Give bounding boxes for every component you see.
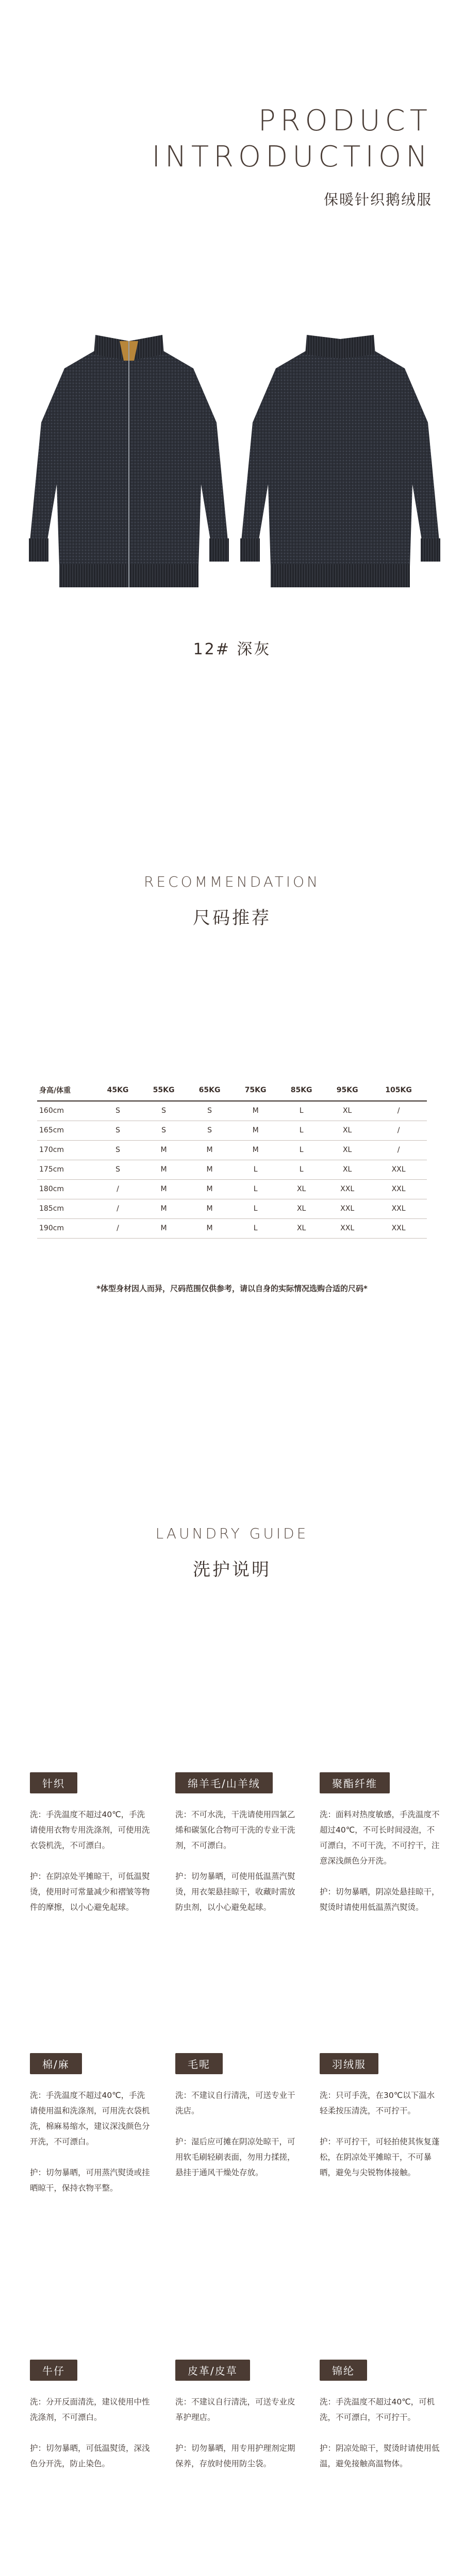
table-row xyxy=(37,1101,427,1121)
size-chart-cell: XL xyxy=(324,1160,370,1179)
size-chart-cell: L xyxy=(278,1140,324,1160)
size-chart-cell: / xyxy=(370,1140,427,1160)
size-chart-cell: XL xyxy=(324,1140,370,1160)
size-chart-cell: XXL xyxy=(324,1199,370,1218)
size-chart-cell: M xyxy=(187,1160,233,1179)
size-chart-cell: L xyxy=(278,1101,324,1121)
care-card xyxy=(320,1772,441,1915)
care-wash-text: 洗：不可水洗，干洗请使用四氯乙烯和碳氢化合物可干洗的专业干洗剂，不可漂白。 xyxy=(175,1810,295,1850)
care-wash-text: 洗：手洗温度不超过40℃，手洗请使用衣物专用洗涤剂，可使用洗衣袋机洗，不可漂白。 xyxy=(30,1810,150,1850)
size-chart-column-header: 45KG xyxy=(95,1079,141,1101)
size-chart-cell: M xyxy=(141,1160,187,1179)
care-fabric-badge: 羽绒服 xyxy=(320,2053,378,2074)
size-chart-header-row xyxy=(37,1079,427,1101)
size-chart-cell: / xyxy=(370,1121,427,1140)
size-chart-column-header: 105KG xyxy=(370,1079,427,1101)
size-chart-cell: M xyxy=(187,1179,233,1199)
care-fabric-badge: 针织 xyxy=(30,1772,77,1793)
care-maintenance-text: 护：切勿暴晒，用专用护理剂定期保养，存放时使用防尘袋。 xyxy=(175,2444,295,2468)
size-chart-cell: M xyxy=(233,1121,278,1140)
product-photos xyxy=(21,330,443,603)
title-line-2: INTRODUCTION xyxy=(152,140,432,174)
size-chart-cell: XXL xyxy=(370,1218,427,1238)
size-chart-cell: M xyxy=(187,1140,233,1160)
size-chart-cell: XXL xyxy=(324,1218,370,1238)
care-wash-text: 洗：只可手洗，在30℃以下温水轻柔按压清洗，不可拧干。 xyxy=(320,2091,435,2115)
size-chart-cell: XL xyxy=(324,1101,370,1121)
size-chart-cell: M xyxy=(187,1199,233,1218)
care-card xyxy=(175,2053,297,2180)
size-chart-cell: L xyxy=(278,1160,324,1179)
size-chart-cell: 185cm xyxy=(37,1199,95,1218)
color-variant-label: 12# 深灰 xyxy=(193,640,271,658)
care-maintenance-text: 护：湿后应可摊在阴凉处晾干，可用软毛刷轻刷表面，勿用力揉搓，悬挂于通风干燥处存放。 xyxy=(175,2137,295,2177)
size-chart-cell: / xyxy=(95,1179,141,1199)
care-fabric-badge: 牛仔 xyxy=(30,2360,77,2381)
size-chart-column-header: 85KG xyxy=(278,1079,324,1101)
care-fabric-badge: 毛呢 xyxy=(175,2053,223,2074)
laundry-title xyxy=(0,1525,464,1581)
table-row xyxy=(37,1218,427,1238)
laundry-title-cn: 洗护说明 xyxy=(193,1560,271,1580)
title-line-1: PRODUCT xyxy=(258,104,432,138)
size-chart-column-header: 65KG xyxy=(187,1079,233,1101)
size-chart-cell: L xyxy=(233,1179,278,1199)
table-row xyxy=(37,1160,427,1179)
size-chart-cell: M xyxy=(141,1218,187,1238)
size-chart-cell: / xyxy=(95,1199,141,1218)
recommendation-title-en: RECOMMENDATION xyxy=(143,873,321,890)
care-wash-text: 洗：面料对热度敏感，手洗温度不超过40℃，不可长时间浸泡，不可漂白，不可干洗，不可拧干，注意深浅颜色分开洗。 xyxy=(320,1810,440,1866)
size-chart-cell: S xyxy=(187,1121,233,1140)
size-chart-cell: S xyxy=(141,1101,187,1121)
recommendation-title-cn: 尺码推荐 xyxy=(193,908,271,928)
size-chart-cell: M xyxy=(141,1179,187,1199)
table-row xyxy=(37,1140,427,1160)
size-chart-cell: S xyxy=(95,1140,141,1160)
recommendation-title xyxy=(0,873,464,929)
size-chart-cell: 165cm xyxy=(37,1121,95,1140)
care-wash-text: 洗：不建议自行清洗，可送专业干洗店。 xyxy=(175,2091,295,2115)
laundry-title-en: LAUNDRY GUIDE xyxy=(155,1525,309,1542)
size-chart-cell: S xyxy=(95,1160,141,1179)
size-chart-cell: M xyxy=(141,1199,187,1218)
size-chart-cell: XXL xyxy=(324,1179,370,1199)
size-chart-cell: XL xyxy=(278,1179,324,1199)
size-chart-cell: 175cm xyxy=(37,1160,95,1179)
size-chart-cell: M xyxy=(233,1101,278,1121)
size-chart-cell: XL xyxy=(278,1218,324,1238)
size-chart-cell: / xyxy=(95,1218,141,1238)
size-chart-cell: S xyxy=(95,1101,141,1121)
care-maintenance-text: 护：切勿暴晒，阴凉处悬挂晾干，熨烫时请使用低温蒸汽熨烫。 xyxy=(320,1887,440,1912)
care-wash-text: 洗：手洗温度不超过40℃，可机洗，不可漂白，不可拧干。 xyxy=(320,2397,435,2422)
size-chart-column-header: 55KG xyxy=(141,1079,187,1101)
care-card xyxy=(30,2360,152,2471)
jacket-front-photo xyxy=(26,330,232,598)
care-maintenance-text: 护：阴凉处晾干，熨烫时请使用低温，避免接触高温物体。 xyxy=(320,2444,440,2468)
table-row xyxy=(37,1199,427,1218)
table-row xyxy=(37,1179,427,1199)
size-chart-cell: 170cm xyxy=(37,1140,95,1160)
size-chart-cell: XXL xyxy=(370,1160,427,1179)
care-card xyxy=(30,2053,152,2196)
size-chart-column-header: 75KG xyxy=(233,1079,278,1101)
size-chart-cell: L xyxy=(233,1160,278,1179)
size-chart-column-header: 95KG xyxy=(324,1079,370,1101)
care-maintenance-text: 护：切勿暴晒，可低温熨烫，深浅色分开洗，防止染色。 xyxy=(30,2444,150,2468)
care-maintenance-text: 护：平可拧干，可轻拍使其恢复蓬松，在阴凉处平摊晾干，不可暴晒，避免与尖锐物体接触。 xyxy=(320,2137,440,2177)
size-chart-cell: L xyxy=(233,1218,278,1238)
jacket-back-photo xyxy=(237,330,443,598)
care-fabric-badge: 绵羊毛/山羊绒 xyxy=(175,1772,273,1793)
size-chart-cell: XXL xyxy=(370,1199,427,1218)
care-card xyxy=(30,1772,152,1915)
size-chart-cell: 180cm xyxy=(37,1179,95,1199)
care-fabric-badge: 皮革/皮草 xyxy=(175,2360,250,2381)
care-card xyxy=(175,2360,297,2471)
size-chart-cell: XL xyxy=(278,1199,324,1218)
product-header xyxy=(152,103,432,209)
size-chart-cell: S xyxy=(141,1121,187,1140)
size-chart-cell: M xyxy=(141,1140,187,1160)
care-maintenance-text: 护：切勿暴晒，可用蒸汽熨烫或挂晒晾干，保持衣物平整。 xyxy=(30,2168,150,2193)
size-chart-cell: L xyxy=(278,1121,324,1140)
care-card xyxy=(320,2360,441,2471)
care-wash-text: 洗：不建议自行清洗，可送专业皮革护理店。 xyxy=(175,2397,295,2422)
care-fabric-badge: 聚酯纤维 xyxy=(320,1772,390,1793)
size-chart-cell: 160cm xyxy=(37,1101,95,1121)
table-row xyxy=(37,1121,427,1140)
care-maintenance-text: 护：切勿暴晒，可使用低温蒸汽熨烫，用衣架悬挂晾干，收藏时需放防虫剂，以小心避免起球。 xyxy=(175,1872,295,1912)
size-chart-cell: / xyxy=(370,1101,427,1121)
size-note: *体型身材因人而异，尺码范围仅供参考，请以自身的实际情况选购合适的尺码* xyxy=(96,1284,368,1293)
care-fabric-badge: 锦纶 xyxy=(320,2360,367,2381)
size-chart-cell: S xyxy=(95,1121,141,1140)
care-card xyxy=(175,1772,297,1915)
size-chart-cell: M xyxy=(187,1218,233,1238)
care-fabric-badge: 棉/麻 xyxy=(30,2053,82,2074)
size-chart-cell: XXL xyxy=(370,1179,427,1199)
size-chart-cell: M xyxy=(233,1140,278,1160)
size-chart-cell: L xyxy=(233,1199,278,1218)
care-wash-text: 洗：分开反面清洗，建议使用中性洗涤剂，不可漂白。 xyxy=(30,2397,150,2422)
size-chart-cell: S xyxy=(187,1101,233,1121)
care-maintenance-text: 护：在阴凉处平摊晾干，可低温熨烫，使用时可常量减少和褶皱等物件的摩擦，以小心避免起球。 xyxy=(30,1872,150,1912)
size-chart-cell: XL xyxy=(324,1121,370,1140)
care-wash-text: 洗：手洗温度不超过40℃，手洗请使用温和洗涤剂，可用洗衣袋机洗，棉麻易缩水，建议深浅颜色分开洗，不可漂白。 xyxy=(30,2091,150,2146)
product-subtitle: 保暖针织鹅绒服 xyxy=(323,191,432,208)
care-card xyxy=(320,2053,441,2180)
size-chart-column-header: 身高/体重 xyxy=(37,1079,95,1101)
size-chart-cell: 190cm xyxy=(37,1218,95,1238)
size-chart-table xyxy=(37,1079,427,1239)
